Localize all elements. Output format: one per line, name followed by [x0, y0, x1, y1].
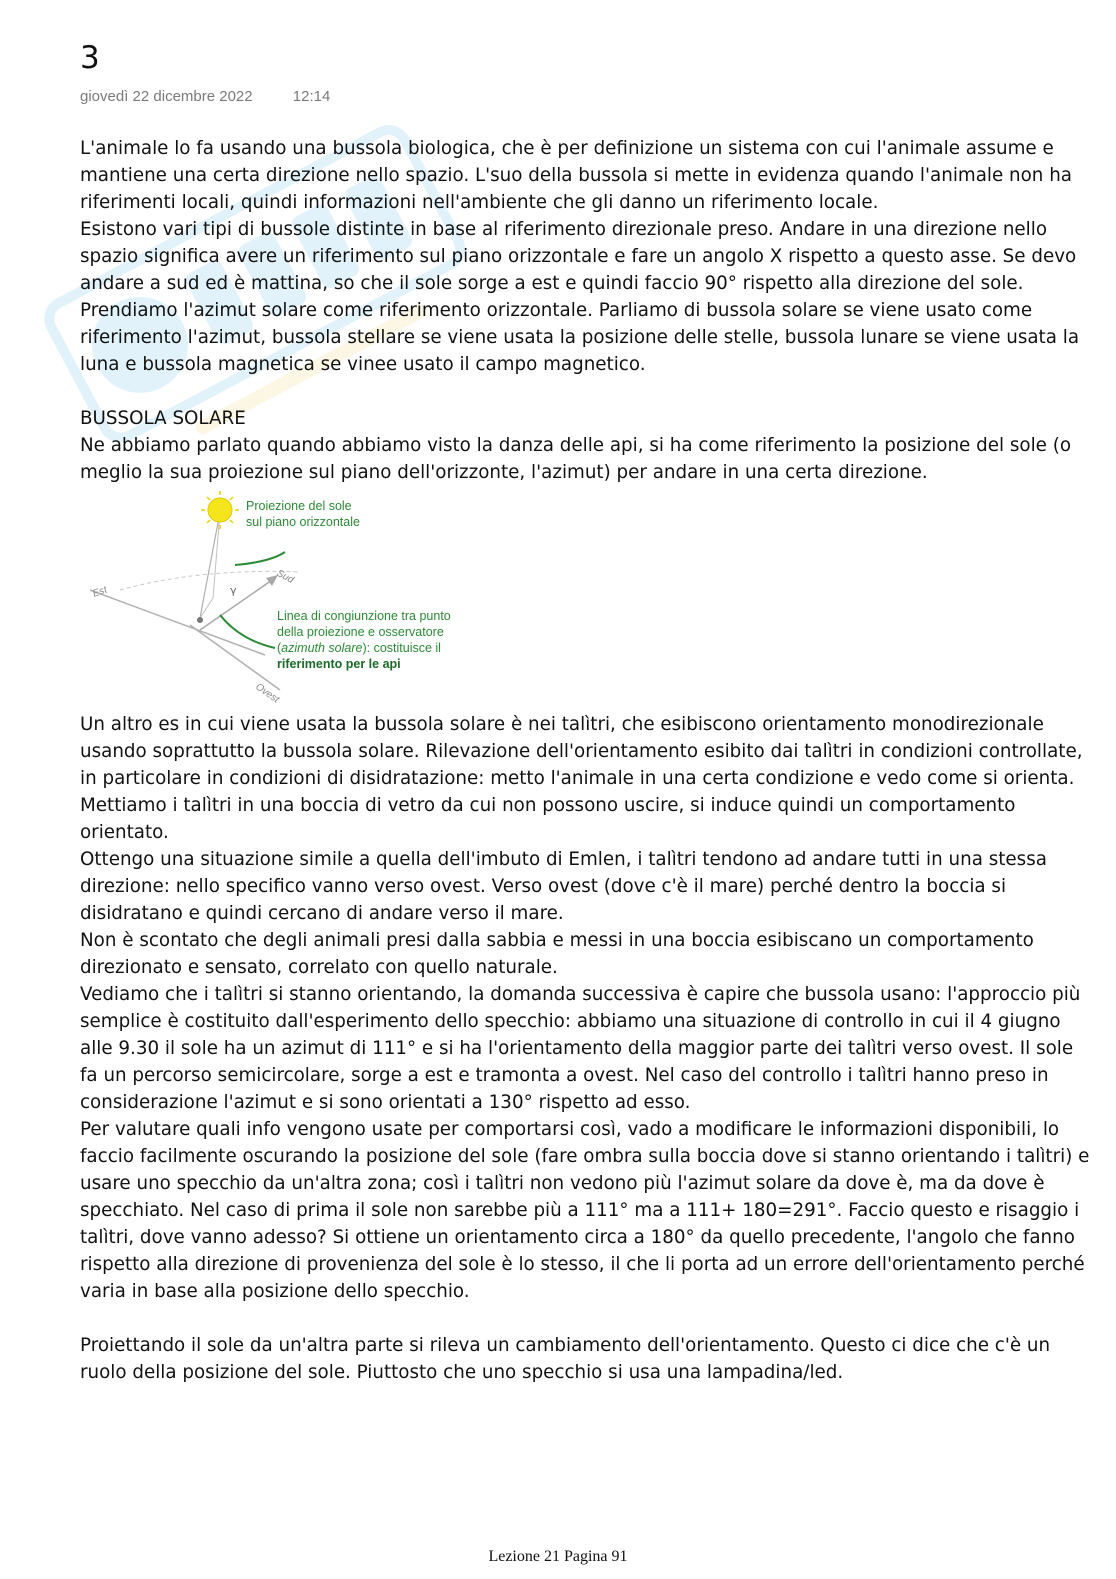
axis-label-est: Est — [91, 584, 109, 600]
angle-label: γ — [230, 584, 237, 597]
solar-azimuth-figure — [80, 490, 500, 705]
azimuth-line-label — [277, 608, 451, 672]
paragraph: Esistono vari tipi di bussole distinte in base al riferimento direzionale preso. Andare in una direzione nello spazio significa avere un riferimento sul piano orizzontale e fare un angolo X rispetto a questo asse. Se devo andare a sud ed è mattina, so che il sole sorge a est e quindi faccio 90° rispetto alla direzione del sole. Prendiamo l'azimut solare come riferimento orizzontale. Parliamo di bussola solare se viene usato come riferimento l'azimut, bussola stellare se viene usata la posizione delle stelle, bussola lunare se viene usata la luna e bussola magnetica se vinee usato il campo magnetico. — [80, 219, 1080, 375]
note-body — [80, 135, 1092, 1386]
paragraph: Ne abbiamo parlato quando abbiamo visto la danza delle api, si ha come riferimento la posizione del sole (o meglio la sua proiezione sul piano dell'orizzonte, l'azimut) per andare in una certa direzione. — [80, 435, 1072, 483]
projection-label-line: sul piano orizzontale — [246, 515, 360, 529]
projection-pointer — [235, 552, 285, 565]
ovest-axis — [190, 625, 280, 690]
paragraph: Non è scontato che degli animali presi dalla sabbia e messi in una boccia esibiscano un comportamento direzionato e sensato, correlato con quello naturale. — [80, 930, 1034, 978]
projection-label-line: Proiezione del sole — [246, 499, 352, 513]
azimuth-label-line: riferimento per le api — [277, 657, 401, 671]
note-date: giovedì 22 dicembre 2022 — [80, 88, 253, 105]
paragraph: Un altro es in cui viene usata la bussola solare è nei talìtri, che esibiscono orientamento monodirezionale usando soprattutto la bussola solare. Rilevazione dell'orientamento esibito dai talìtri in condizioni controllate, in particolare in condizioni di disidratazione: metto l'animale in una certa condizione e vedo come si orienta. Mettiamo i talìtri in una boccia di vetro da cui non possono uscire, si induce quindi un comportamento orientato. — [80, 714, 1083, 843]
paragraph: Proiettando il sole da un'altra parte si rileva un cambiamento dell'orientamento. Questo ci dice che c'è un ruolo della posizione del sole. Piuttosto che uno specchio si usa una lampadina/led. — [80, 1335, 1051, 1383]
azimuth-label-line: (azimuth solare): costituisce il — [277, 641, 441, 655]
observer-point — [197, 617, 203, 623]
azimuth-label-line: Linea di congiunzione tra punto — [277, 609, 451, 623]
sun-projection-line — [213, 512, 220, 598]
section-heading: BUSSOLA SOLARE — [80, 408, 246, 429]
page-footer: Lezione 21 Pagina 91 — [488, 1548, 628, 1565]
axis-label-ovest: Ovest — [253, 681, 281, 705]
sun-icon — [201, 491, 239, 529]
page-title: 3 — [80, 40, 100, 76]
paragraph: L'animale lo fa usando una bussola biologica, che è per definizione un sistema con cui l'animale assume e mantiene una certa direzione nello spazio. L'suo della bussola si mette in evidenza quando l'animale non ha riferimenti locali, quindi informazioni nell'ambiente che gli danno un riferimento locale. — [80, 138, 1072, 213]
paragraph: Vediamo che i talìtri si stanno orientando, la domanda successiva è capire che bussola usano: l'approccio più semplice è costituito dall'esperimento dello specchio: abbiamo una situazione di controllo in cui il 4 giugno alle 9.30 il sole ha un azimut di 111° e si ha l'orientamento della maggior parte dei talìtri verso ovest. Il sole fa un percorso semicircolare, sorge a est e tramonta a ovest. Nel caso del controllo i talìtri hanno preso in considerazione l'azimut e si sono orientati a 130° rispetto ad esso. — [80, 984, 1081, 1113]
azimuth-pointer — [220, 615, 275, 648]
sud-arrow — [200, 578, 275, 630]
paragraph: Ottengo una situazione simile a quella dell'imbuto di Emlen, i talìtri tendono ad andare tutti in una stessa direzione: nello specifico vanno verso ovest. Verso ovest (dove c'è il mare) perché dentro la boccia si disidratano e quindi cercano di andare verso il mare. — [80, 849, 1047, 924]
est-axis — [90, 590, 265, 655]
projection-label — [246, 498, 360, 530]
note-meta — [80, 88, 330, 105]
azimuth-label-line: della proiezione e osservatore — [277, 625, 444, 639]
paragraph: Per valutare quali info vengono usate per comportarsi così, vado a modificare le informazioni disponibili, lo faccio facilmente oscurando la posizione del sole (fare ombra sulla boccia dove si stanno orientando i talìtri) e usare uno specchio da un'altra zona; così i talìtri non vedono più l'azimut solare da dove è, ma da dove è specchiato. Nel caso di prima il sole non sarebbe più a 111° ma a 111+ 180=291°. Faccio questo e risaggio i talìtri, dove vanno adesso? Si ottiene un orientamento circa a 180° da quello precedente, l'angolo che fanno rispetto alla direzione di provenienza del sole è lo stesso, il che li porta ad un errore dell'orientamento perché varia in base alla posizione dello specchio. — [80, 1119, 1090, 1302]
note-time: 12:14 — [292, 88, 331, 105]
axis-label-sud: Sud — [274, 567, 296, 587]
